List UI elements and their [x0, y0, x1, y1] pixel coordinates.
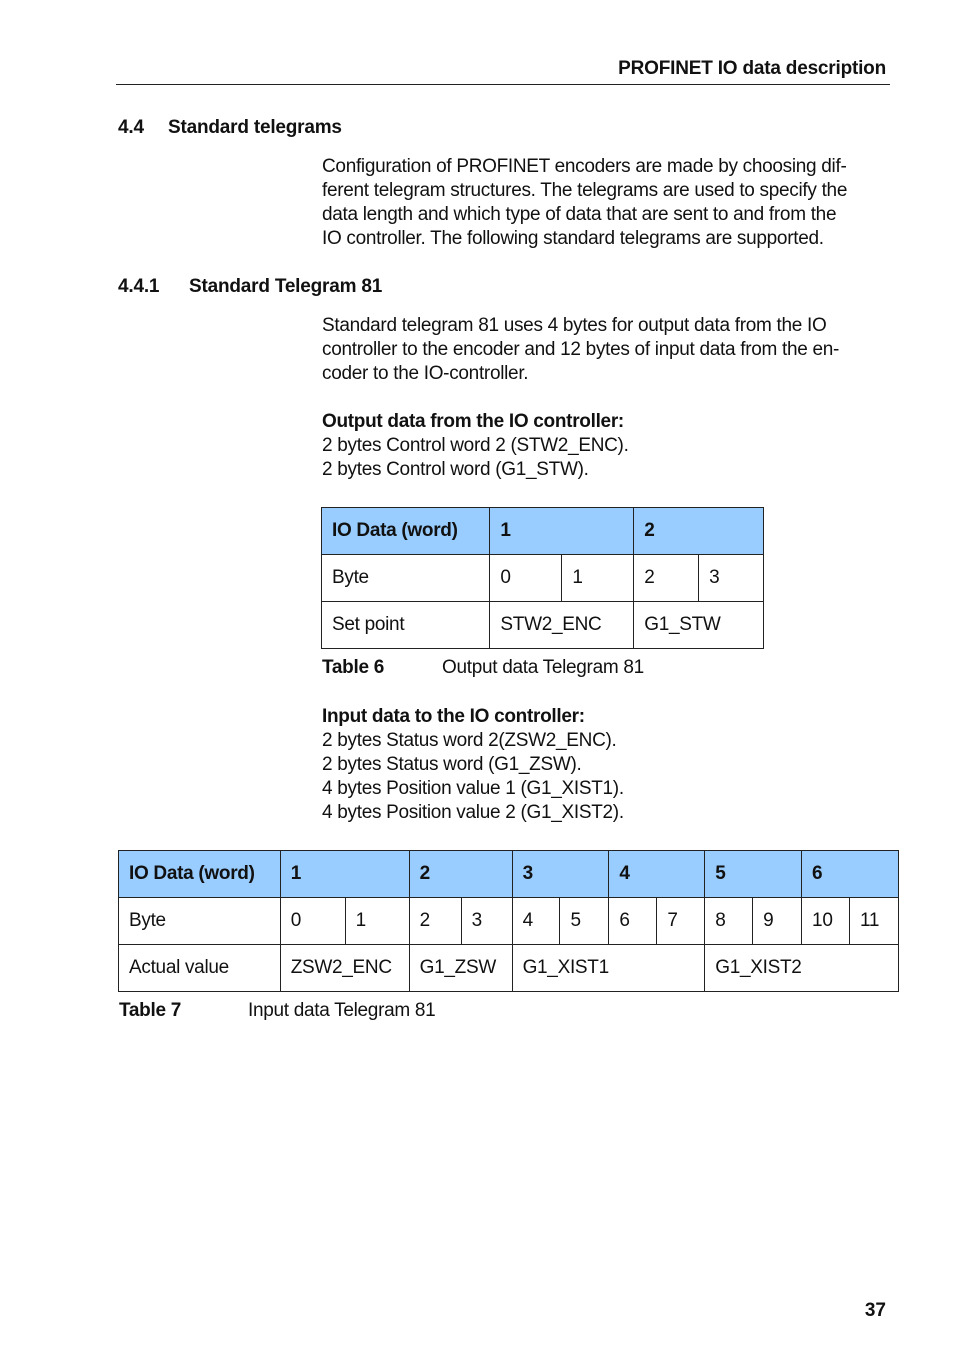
output-line: 2 bytes Control word (G1_STW). [322, 459, 589, 480]
table-cell: G1_XIST1 [512, 945, 705, 992]
subsection-title: Standard Telegram 81 [189, 276, 383, 297]
subsection-heading [118, 276, 382, 298]
table-cell: 4 [512, 898, 560, 945]
intro-line: IO controller. The following standard telegrams are supported. [322, 228, 824, 249]
table-header-row [119, 851, 899, 898]
table-cell: 10 [802, 898, 850, 945]
section-heading [118, 117, 342, 139]
table-cell: 2 [409, 898, 461, 945]
input-line: 4 bytes Position value 2 (G1_XIST2). [322, 802, 624, 823]
table-header-cell: 6 [802, 851, 899, 898]
output-block [322, 410, 888, 482]
input-line: 2 bytes Status word 2(ZSW2_ENC). [322, 730, 617, 751]
table-header-cell: 1 [490, 508, 634, 555]
table-header-cell: 2 [409, 851, 512, 898]
sub-intro-line: controller to the encoder and 12 bytes of input data from the en- [322, 339, 840, 360]
table-cell: Actual value [119, 945, 281, 992]
table-cell: 6 [609, 898, 657, 945]
caption-label: Table 6 [322, 657, 384, 678]
sub-intro-line: coder to the IO-controller. [322, 363, 529, 384]
table-cell: ZSW2_ENC [280, 945, 409, 992]
intro-line: data length and which type of data that are sent to and from the [322, 204, 837, 225]
caption-label: Table 7 [119, 1000, 181, 1021]
table-cell: 2 [634, 555, 699, 602]
table-value-row [322, 602, 764, 649]
table-header-row [322, 508, 764, 555]
table-6 [321, 507, 764, 649]
table-cell: 1 [562, 555, 634, 602]
caption-text: Input data Telegram 81 [248, 1000, 436, 1021]
table-header-cell: 4 [609, 851, 705, 898]
table-header-cell: IO Data (word) [119, 851, 281, 898]
input-line: 4 bytes Position value 1 (G1_XIST1). [322, 778, 624, 799]
table-cell: 0 [280, 898, 345, 945]
table-cell: Set point [322, 602, 490, 649]
output-heading: Output data from the IO controller: [322, 411, 624, 432]
running-header: PROFINET IO data description [618, 58, 886, 79]
table-header-cell: 2 [634, 508, 764, 555]
intro-paragraph [322, 155, 888, 251]
section-title: Standard telegrams [168, 117, 342, 138]
table-cell: Byte [322, 555, 490, 602]
page-number: 37 [864, 1300, 886, 1321]
caption-text: Output data Telegram 81 [442, 657, 644, 678]
table-7-caption [119, 1000, 719, 1024]
table-cell: 1 [345, 898, 409, 945]
table-cell: 5 [560, 898, 609, 945]
subsection-intro [322, 314, 888, 386]
table-cell: 8 [705, 898, 753, 945]
input-line: 2 bytes Status word (G1_ZSW). [322, 754, 582, 775]
table-header-cell: 1 [280, 851, 409, 898]
table-cell: G1_ZSW [409, 945, 512, 992]
table-cell: 7 [657, 898, 705, 945]
intro-line: ferent telegram structures. The telegrams are used to specify the [322, 180, 848, 201]
table-byte-row [119, 898, 899, 945]
output-line: 2 bytes Control word 2 (STW2_ENC). [322, 435, 629, 456]
input-heading: Input data to the IO controller: [322, 706, 585, 727]
intro-line: Configuration of PROFINET encoders are made by choosing dif- [322, 156, 847, 177]
table-7 [118, 850, 899, 992]
header-rule [116, 84, 890, 85]
table-cell: 11 [849, 898, 898, 945]
table-cell: 0 [490, 555, 562, 602]
section-number: 4.4 [118, 117, 144, 138]
table-cell: 9 [753, 898, 802, 945]
table-cell: 3 [461, 898, 512, 945]
sub-intro-line: Standard telegram 81 uses 4 bytes for output data from the IO [322, 315, 827, 336]
table-header-cell: IO Data (word) [322, 508, 490, 555]
table-cell: STW2_ENC [490, 602, 634, 649]
subsection-number: 4.4.1 [118, 276, 160, 297]
table-6-caption [322, 657, 888, 681]
table-cell: G1_STW [634, 602, 764, 649]
table-byte-row [322, 555, 764, 602]
table-cell: 3 [699, 555, 764, 602]
table-cell: G1_XIST2 [705, 945, 899, 992]
table-header-cell: 5 [705, 851, 802, 898]
table-header-cell: 3 [512, 851, 609, 898]
table-cell: Byte [119, 898, 281, 945]
table-value-row [119, 945, 899, 992]
input-block [322, 705, 888, 825]
